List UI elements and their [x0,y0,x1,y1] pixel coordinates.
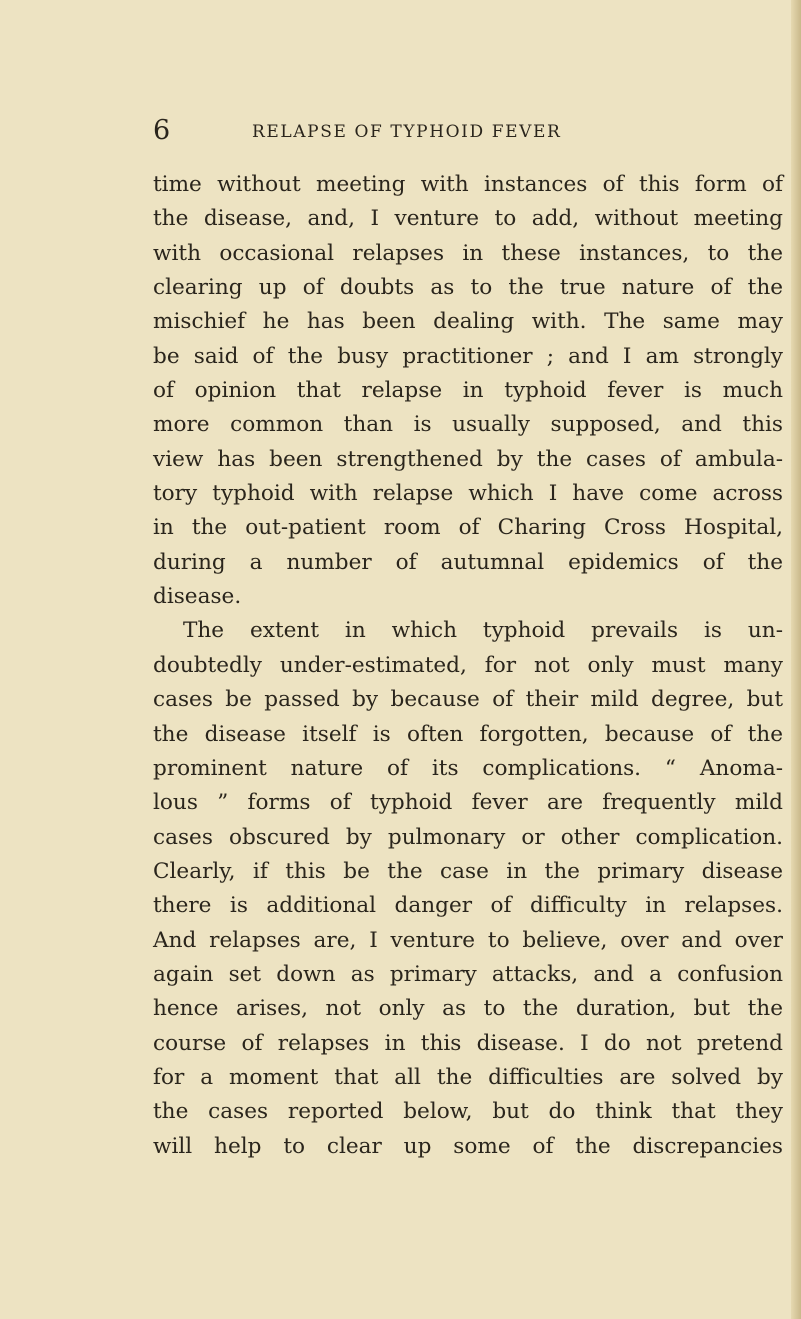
text-line: cases be passed by because of their mild degree, but [153,687,783,713]
text-line: again set down as primary attacks, and a confusion [153,961,783,987]
text-line: in the out-patient room of Charing Cross Hospital, [153,515,783,541]
text-line: The extent in which typhoid prevails is un- [183,618,783,644]
page-number: 6 [153,115,171,146]
text-line: time without meeting with instances of this form of [153,172,783,197]
text-line: prominent nature of its complications. “ Anoma- [153,755,783,781]
text-line: clearing up of doubts as to the true nature of the [153,275,783,301]
text-line: for a moment that all the difficulties are solved by [153,1064,783,1090]
text-line: And relapses are, I venture to believe, over and over [153,927,783,953]
running-head: RELAPSE OF TYPHOID FEVER [252,122,562,142]
body-text [153,168,783,1164]
text-line: view has been strengthened by the cases of ambula- [153,446,783,472]
text-line: there is additional danger of difficulty in relapses. [153,893,783,919]
text-line: the disease itself is often forgotten, because of the [153,721,783,747]
text-line: tory typhoid with relapse which I have come across [153,481,783,507]
text-line: the disease, and, I venture to add, without meeting [153,206,783,232]
text-line: with occasional relapses in these instances, to the [153,240,783,266]
text-line: lous ” forms of typhoid fever are frequently mild [153,790,783,816]
text-line: mischief he has been dealing with. The same may [153,309,783,335]
text-line: Clearly, if this be the case in the primary disease [153,858,783,884]
text-line: disease. [153,584,242,610]
page-edge-shadow [791,0,801,1319]
text-line: doubtedly under-estimated, for not only must many [153,652,783,678]
text-line: the cases reported below, but do think that they [153,1099,783,1125]
text-line: of opinion that relapse in typhoid fever is much [153,378,783,404]
text-line: will help to clear up some of the discrepancies [153,1133,783,1159]
text-line: hence arises, not only as to the duration, but the [153,996,783,1022]
text-line: cases obscured by pulmonary or other complication. [153,824,783,850]
text-line: be said of the busy practitioner ; and I am strongly [153,343,783,369]
text-line: course of relapses in this disease. I do not pretend [153,1030,783,1056]
text-line: during a number of autumnal epidemics of the [153,549,783,575]
text-line: more common than is usually supposed, and this [153,412,783,438]
